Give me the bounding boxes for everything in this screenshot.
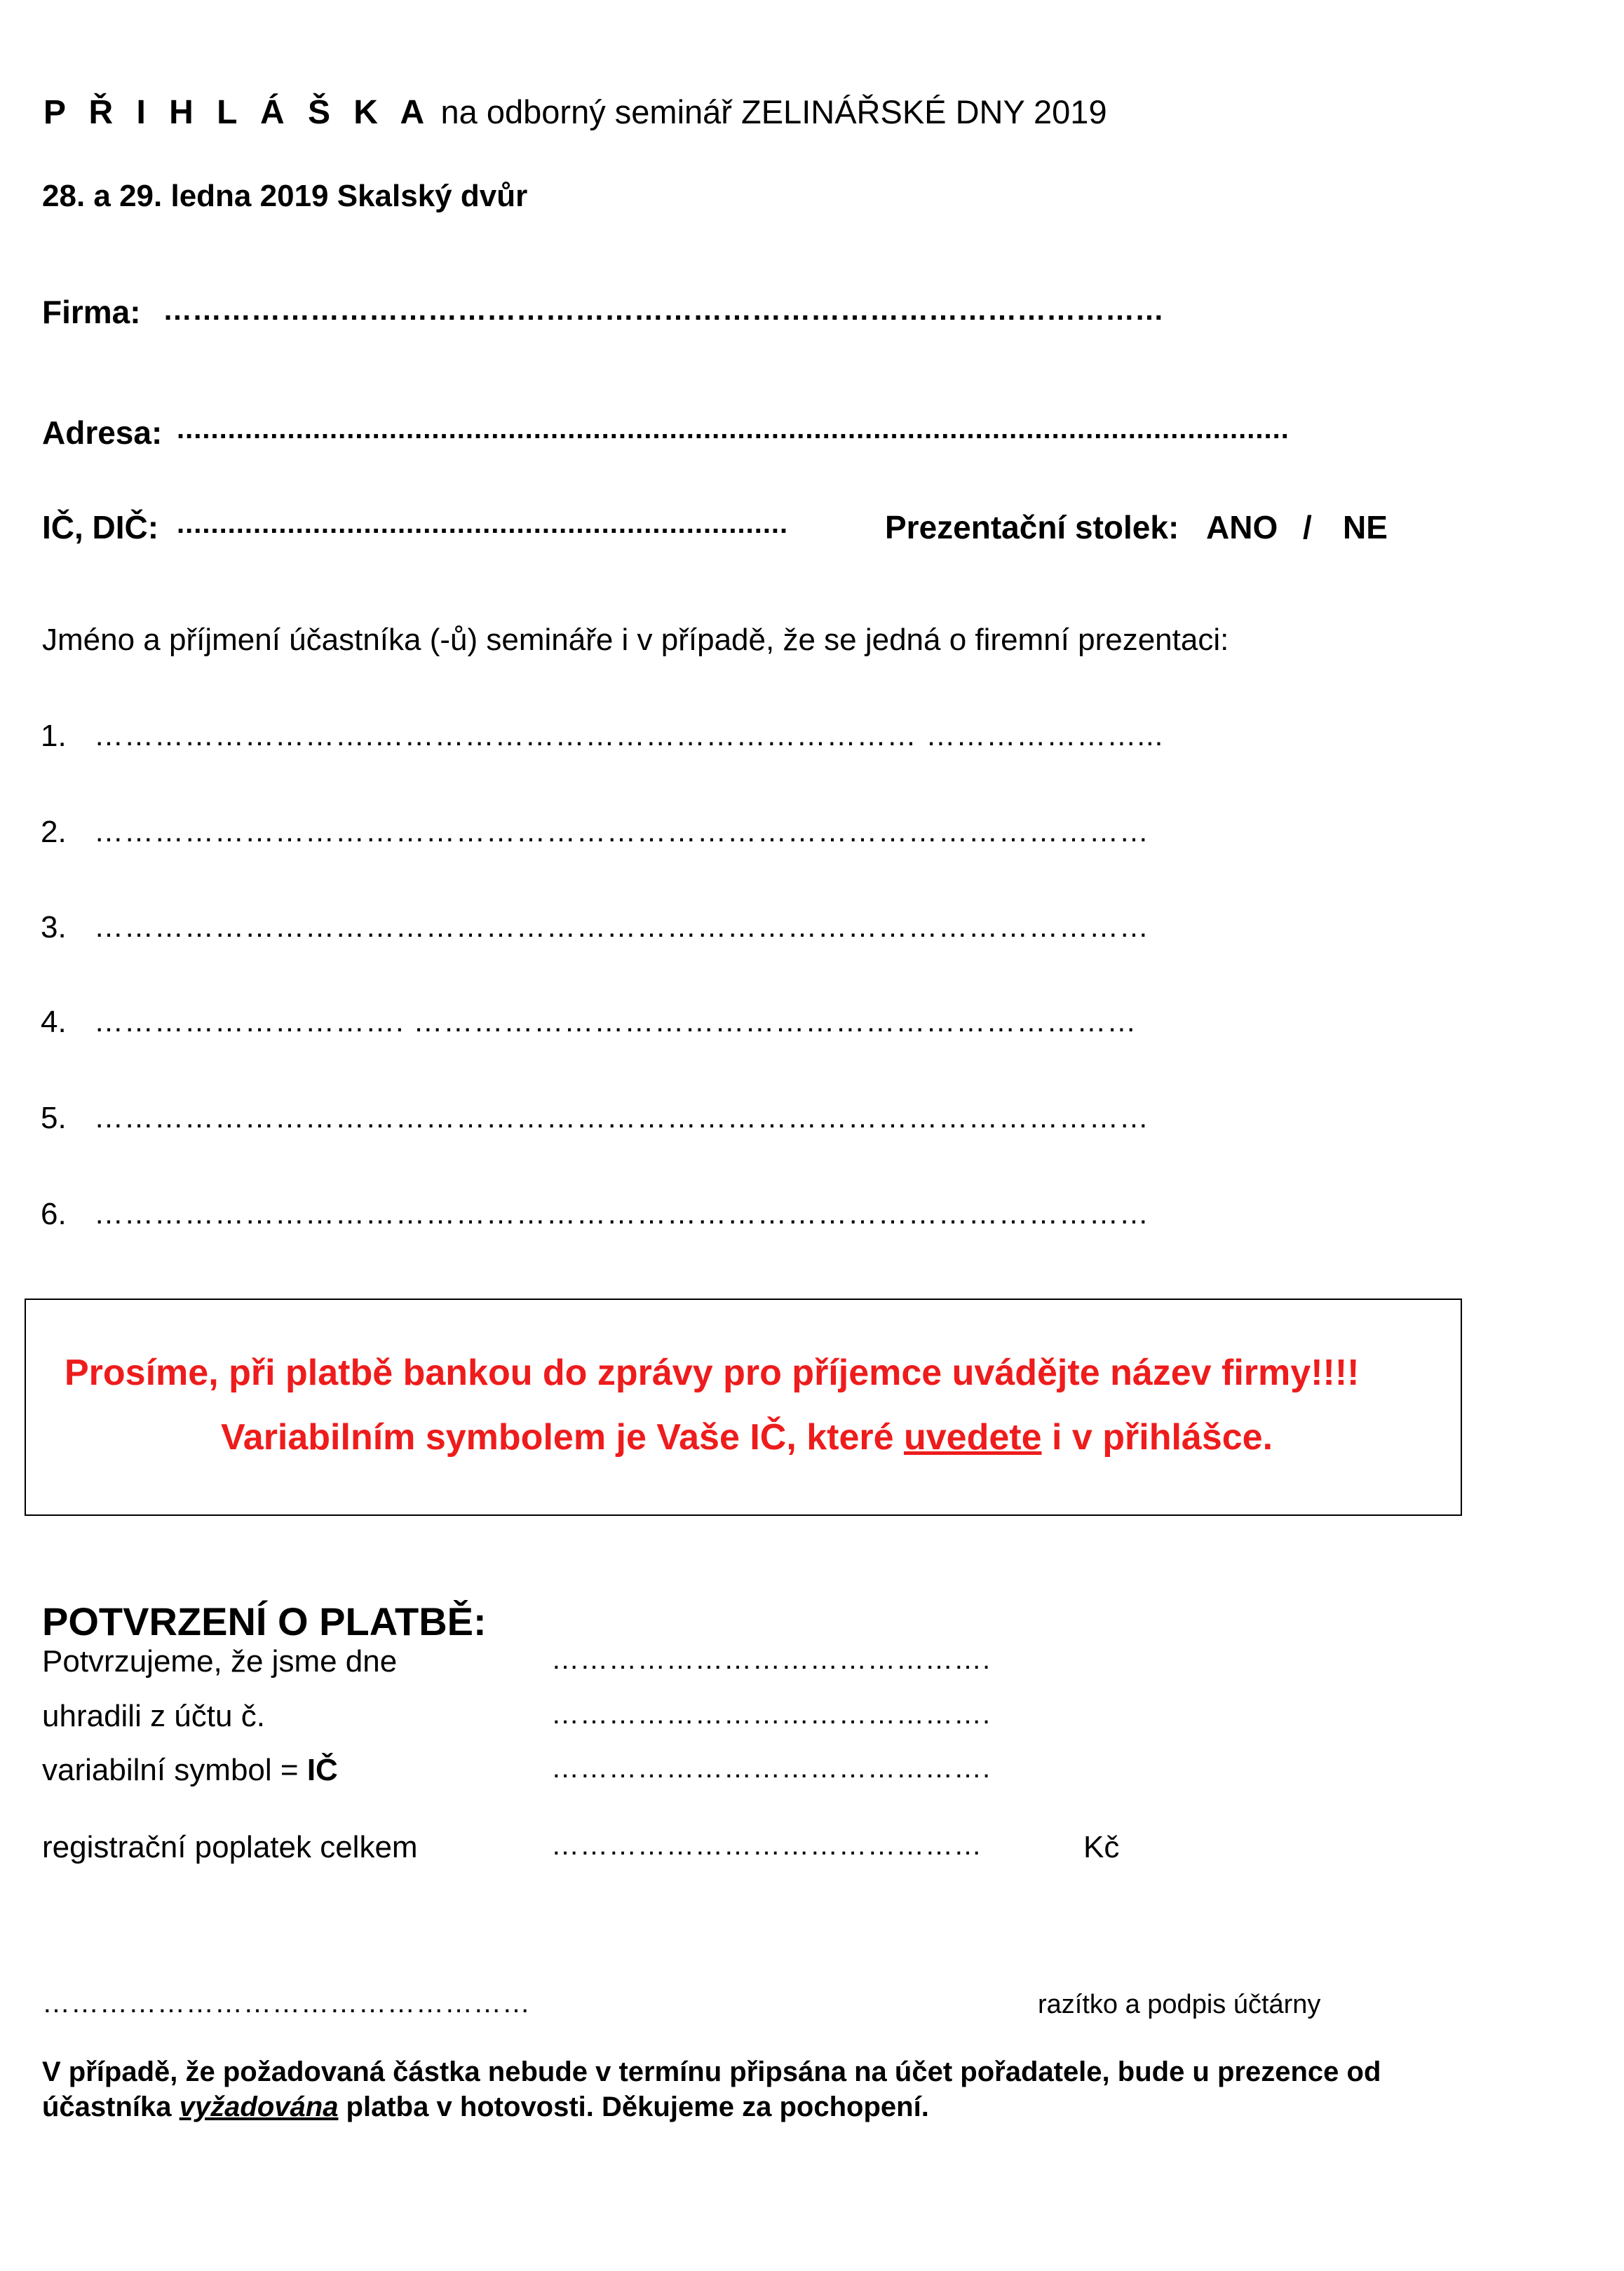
payment-notice-line-2: [0, 1416, 1494, 1458]
participant-field[interactable]: ……………………………………………………………………………………………: [94, 910, 1149, 943]
footer-line-2-end: platba v hotovosti. Děkujeme za pochopení.: [338, 2092, 929, 2122]
payment-date-label: Potvrzujeme, že jsme dne: [42, 1644, 398, 1679]
variable-symbol-field[interactable]: ……………………………………….: [551, 1753, 992, 1784]
participant-field[interactable]: ……………………………………………………………………………………………: [94, 815, 1149, 848]
currency-label: Kč: [1083, 1830, 1120, 1864]
event-date-place: 28. a 29. ledna 2019 Skalský dvůr: [42, 179, 528, 213]
prezentacni-stolek-label: Prezentační stolek:: [885, 509, 1179, 545]
signature-caption: razítko a podpis účtárny: [1038, 1990, 1321, 2019]
adresa-label: Adresa:: [42, 414, 163, 451]
participant-number: 4.: [41, 1005, 67, 1039]
registration-fee-field[interactable]: ………………………………………: [551, 1830, 982, 1861]
variable-symbol-ic: IČ: [306, 1753, 338, 1787]
payment-account-field[interactable]: ……………………………………….: [551, 1699, 992, 1730]
stolek-option-ne[interactable]: NE: [1343, 509, 1388, 545]
signature-field[interactable]: ……………………………………………: [42, 1988, 531, 2019]
participant-field[interactable]: …………………………. ………………………………………………………………: [94, 1005, 1137, 1038]
firma-label: Firma:: [42, 294, 141, 330]
participant-number: 5.: [41, 1101, 67, 1135]
participant-number: 1.: [41, 719, 67, 753]
form-title-main: P Ř I H L Á Š K A: [43, 94, 432, 131]
payment-date-field[interactable]: ……………………………………….: [551, 1644, 992, 1675]
payment-notice-box: [25, 1299, 1462, 1516]
registration-fee-label: registrační poplatek celkem: [42, 1830, 418, 1864]
footer-note-line-2: [42, 2092, 929, 2123]
form-title-subtitle: na odborný seminář ZELINÁŘSKÉ DNY 2019: [440, 93, 1107, 130]
ic-dic-field[interactable]: ........................................................................: [177, 508, 789, 539]
footer-line-2-start: účastníka: [42, 2092, 180, 2122]
participant-number: 2.: [41, 815, 67, 849]
stolek-option-ano[interactable]: ANO: [1206, 509, 1278, 545]
notice-line-2-end: i v přihlášce.: [1041, 1417, 1273, 1458]
footer-note-line-1: V případě, že požadovaná částka nebude v termínu připsána na účet pořadatele, bude u prezence od: [42, 2056, 1381, 2087]
participant-field[interactable]: ……………………………………………………………………………………………: [94, 1101, 1149, 1134]
participant-field[interactable]: ……………………………………………………………………………………………: [94, 1197, 1149, 1230]
variable-symbol-text: variabilní symbol =: [42, 1753, 307, 1787]
payment-account-label: uhradili z účtu č.: [42, 1699, 265, 1733]
adresa-field[interactable]: ...................................................................................................................................: [177, 414, 1290, 445]
notice-line-2-start: Variabilním symbolem je Vaše IČ, které: [220, 1417, 904, 1458]
firma-field[interactable]: …………………………………………………………………………………………: [163, 293, 1164, 326]
notice-line-2-underlined: uvedete: [904, 1417, 1042, 1458]
payment-confirmation-heading: POTVRZENÍ O PLATBĚ:: [42, 1599, 487, 1643]
payment-notice-line-1: Prosíme, při platbě bankou do zprávy pro příjemce uvádějte název firmy!!!!: [65, 1353, 1360, 1393]
ic-dic-label: IČ, DIČ:: [42, 509, 159, 545]
form-title: [43, 93, 1107, 132]
participant-number: 6.: [41, 1197, 67, 1231]
participant-number: 3.: [41, 910, 67, 944]
participant-field[interactable]: ……………………….……………………………………………… …………………...: [94, 719, 1164, 752]
variable-symbol-label: [42, 1753, 338, 1788]
footer-line-2-emphasis: vyžadována: [179, 2092, 339, 2122]
participants-heading: Jméno a příjmení účastníka (-ů) semináře i v případě, že se jedná o firemní prezentaci:: [42, 623, 1229, 657]
stolek-option-separator: /: [1303, 509, 1312, 545]
